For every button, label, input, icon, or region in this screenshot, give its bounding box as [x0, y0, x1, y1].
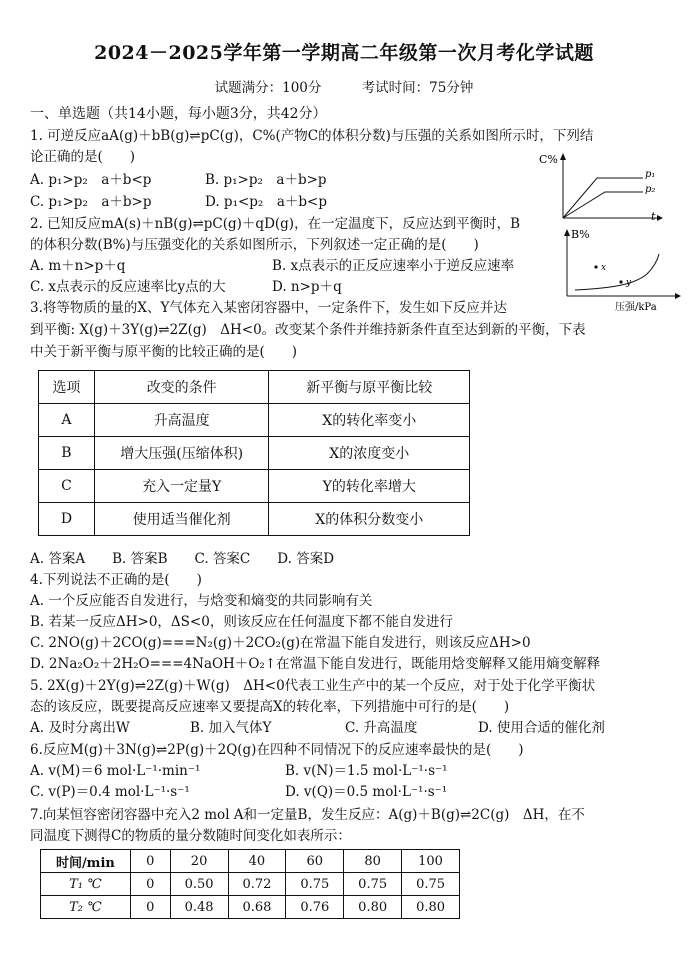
- q7-cell: T₁ ℃: [41, 873, 131, 896]
- q3-options: A. 答案A B. 答案B C. 答案C D. 答案D: [30, 551, 335, 567]
- q1-option-a: A. p₁>p₂ a＋b<p: [30, 172, 152, 188]
- q3-cell: 升高温度: [94, 404, 269, 437]
- q2-ylabel: B%: [571, 228, 590, 241]
- table-row: [39, 437, 470, 470]
- q7-cell: 0.68: [228, 896, 286, 919]
- q3-cell: X的体积分数变小: [269, 503, 470, 536]
- q6-option-a: A. v(M)＝6 mol·L⁻¹·min⁻¹: [30, 763, 201, 779]
- q7-cell: 0.80: [344, 896, 402, 919]
- q1-figure: [535, 150, 665, 225]
- q4-option-a: A. 一个反应能否自发进行，与焓变和熵变的共同影响有关: [30, 593, 373, 609]
- q3-cell: Y的转化率增大: [269, 470, 470, 503]
- q3-stem-line3: 中关于新平衡与原平衡的比较正确的是( ): [30, 344, 298, 360]
- q7-cell: 0.72: [228, 873, 286, 896]
- q7-cell: T₂ ℃: [41, 896, 131, 919]
- q7-cell: 0.75: [402, 873, 460, 896]
- q1-label-p2: p₂: [645, 184, 656, 195]
- q3-cell: X的浓度变小: [269, 437, 470, 470]
- q2-figure: [555, 226, 685, 312]
- q4-option-d: D. 2Na₂O₂＋2H₂O===4NaOH＋O₂↑在常温下能自发进行，既能用焓变解释又能用熵变解释: [30, 656, 601, 672]
- q7-header-cell: 20: [170, 850, 228, 873]
- q7-cell: 0: [130, 896, 170, 919]
- exam-time: 考试时间：75分钟: [361, 80, 474, 96]
- q2-option-c: C. x点表示的反应速率比y点的大: [30, 279, 226, 295]
- q3-cell: D: [39, 503, 95, 536]
- section-heading: 一、单选题（共14小题，每小题3分，共42分）: [30, 106, 327, 122]
- q7-cell: 0.75: [286, 873, 344, 896]
- q1-stem-line1: 1. 可逆反应aA(g)＋bB(g)⇌pC(g)，C%(产物C的体积分数)与压强的关系如图所示时，下列结: [30, 128, 594, 144]
- q4-option-c: C. 2NO(g)＋2CO(g)===N₂(g)＋2CO₂(g)在常温下能自发进行，则该反应ΔH>0: [30, 635, 531, 651]
- q5-stem-line1: 5. 2X(g)＋2Y(g)⇌2Z(g)＋W(g) ΔH<0代表工业生产中的某一个反应，对于处于化学平衡状: [30, 678, 596, 694]
- q7-stem-line1: 7.向某恒容密闭容器中充入2 mol A和一定量B，发生反应：A(g)＋B(g)⇌2C(g) ΔH，在不: [30, 807, 585, 823]
- q5-option-d: D. 使用合适的催化剂: [478, 720, 605, 736]
- q7-cell: 0.48: [170, 896, 228, 919]
- q3-stem-line2: 到平衡: X(g)＋3Y(g)⇌2Z(g) ΔH<0。改变某个条件并维持新条件直至达到新的平衡，下表: [30, 322, 586, 338]
- q6-option-c: C. v(P)＝0.4 mol·L⁻¹·s⁻¹: [30, 784, 190, 800]
- q1-ylabel: C%: [539, 153, 558, 166]
- q2-xlabel: 压强/kPa: [615, 302, 657, 312]
- q7-cell: 0.50: [170, 873, 228, 896]
- q3-table-header: [39, 371, 470, 404]
- q6-stem: 6.反应M(g)＋3N(g)⇌2P(g)＋2Q(g)在四种不同情况下的反应速率最快的是( ): [30, 742, 524, 758]
- q3-cell: 充入一定量Y: [94, 470, 269, 503]
- q7-header-cell: 80: [344, 850, 402, 873]
- q7-cell: 0.76: [286, 896, 344, 919]
- q2-stem-line1: 2. 已知反应mA(s)＋nB(g)⇌pC(g)＋qD(g)，在一定温度下，反应达到平衡时，B: [30, 216, 520, 232]
- q1-y-arrow: [560, 153, 566, 160]
- exam-title: 2024－2025学年第一学期高二年级第一次月考化学试题: [94, 42, 594, 64]
- full-score: 试题满分：100分: [214, 80, 322, 96]
- q7-header-cell: 时间/min: [41, 850, 131, 873]
- q7-header-cell: 0: [130, 850, 170, 873]
- q7-header-cell: 40: [228, 850, 286, 873]
- q6-option-b: B. v(N)＝1.5 mol·L⁻¹·s⁻¹: [285, 763, 448, 779]
- q1-label-p1: p₁: [645, 169, 656, 180]
- q3-cell: X的转化率变小: [269, 404, 470, 437]
- q3-cell: B: [39, 437, 95, 470]
- q7-table: [40, 849, 460, 919]
- q2-option-b: B. x点表示的正反应速率小于逆反应速率: [272, 258, 515, 274]
- q7-header-cell: 100: [402, 850, 460, 873]
- table-row: [39, 404, 470, 437]
- q7-cell: 0.75: [344, 873, 402, 896]
- q4-option-b: B. 若某一反应ΔH>0，ΔS<0，则该反应在任何温度下都不能自发进行: [30, 614, 453, 630]
- q2-point-y: [619, 280, 622, 283]
- q7-cell: 0: [130, 873, 170, 896]
- q1-curve-p1: [563, 178, 643, 218]
- q2-option-d: D. n>p＋q: [272, 279, 342, 295]
- q3-header-cell: 新平衡与原平衡比较: [269, 371, 470, 404]
- q7-stem-line2: 同温度下测得C的物质的量分数随时间变化如表所示：: [30, 828, 351, 844]
- q7-header-cell: 60: [286, 850, 344, 873]
- table-row: [41, 896, 460, 919]
- q2-point-x: [594, 265, 597, 268]
- q3-table: [38, 370, 470, 536]
- q1-stem-line2: 论正确的是( ): [30, 149, 136, 165]
- table-row: [41, 873, 460, 896]
- q2-label-x: x: [601, 263, 607, 273]
- table-row: [39, 503, 470, 536]
- q5-option-a: A. 及时分离出W: [30, 720, 130, 736]
- q2-label-y: y: [626, 278, 632, 288]
- q3-cell: 使用适当催化剂: [94, 503, 269, 536]
- q2-option-a: A. m＋n>p＋q: [30, 258, 126, 274]
- q3-header-cell: 选项: [39, 371, 95, 404]
- q1-xlabel: t: [651, 210, 656, 223]
- q1-option-d: D. p₁<p₂ a＋b<p: [205, 194, 327, 210]
- q4-stem: 4.下列说法不正确的是( ): [30, 572, 202, 588]
- q3-header-cell: 改变的条件: [94, 371, 269, 404]
- q5-option-b: B. 加入气体Y: [190, 720, 272, 736]
- q3-cell: A: [39, 404, 95, 437]
- q1-option-b: B. p₁>p₂ a＋b>p: [205, 172, 327, 188]
- q7-table-header: [41, 850, 460, 873]
- q1-curve-p2: [563, 192, 643, 218]
- q3-cell: C: [39, 470, 95, 503]
- q3-cell: 增大压强(压缩体积): [94, 437, 269, 470]
- q3-stem-line1: 3.将等物质的量的X、Y气体充入某密闭容器中，一定条件下，发生如下反应并达: [30, 300, 507, 316]
- q6-option-d: D. v(Q)＝0.5 mol·L⁻¹·s⁻¹: [285, 784, 448, 800]
- q7-cell: 0.80: [402, 896, 460, 919]
- table-row: [39, 470, 470, 503]
- q1-x-arrow: [657, 215, 663, 221]
- exam-subtitle: [0, 76, 688, 96]
- q5-option-c: C. 升高温度: [345, 720, 418, 736]
- q5-stem-line2: 态的该反应，既要提高反应速率又要提高X的转化率，下列措施中可行的是( ): [30, 699, 510, 715]
- q1-option-c: C. p₁>p₂ a＋b>p: [30, 194, 152, 210]
- q2-stem-line2: 的体积分数(B%)与压强变化的关系如图所示，下列叙述一定正确的是( ): [30, 237, 479, 253]
